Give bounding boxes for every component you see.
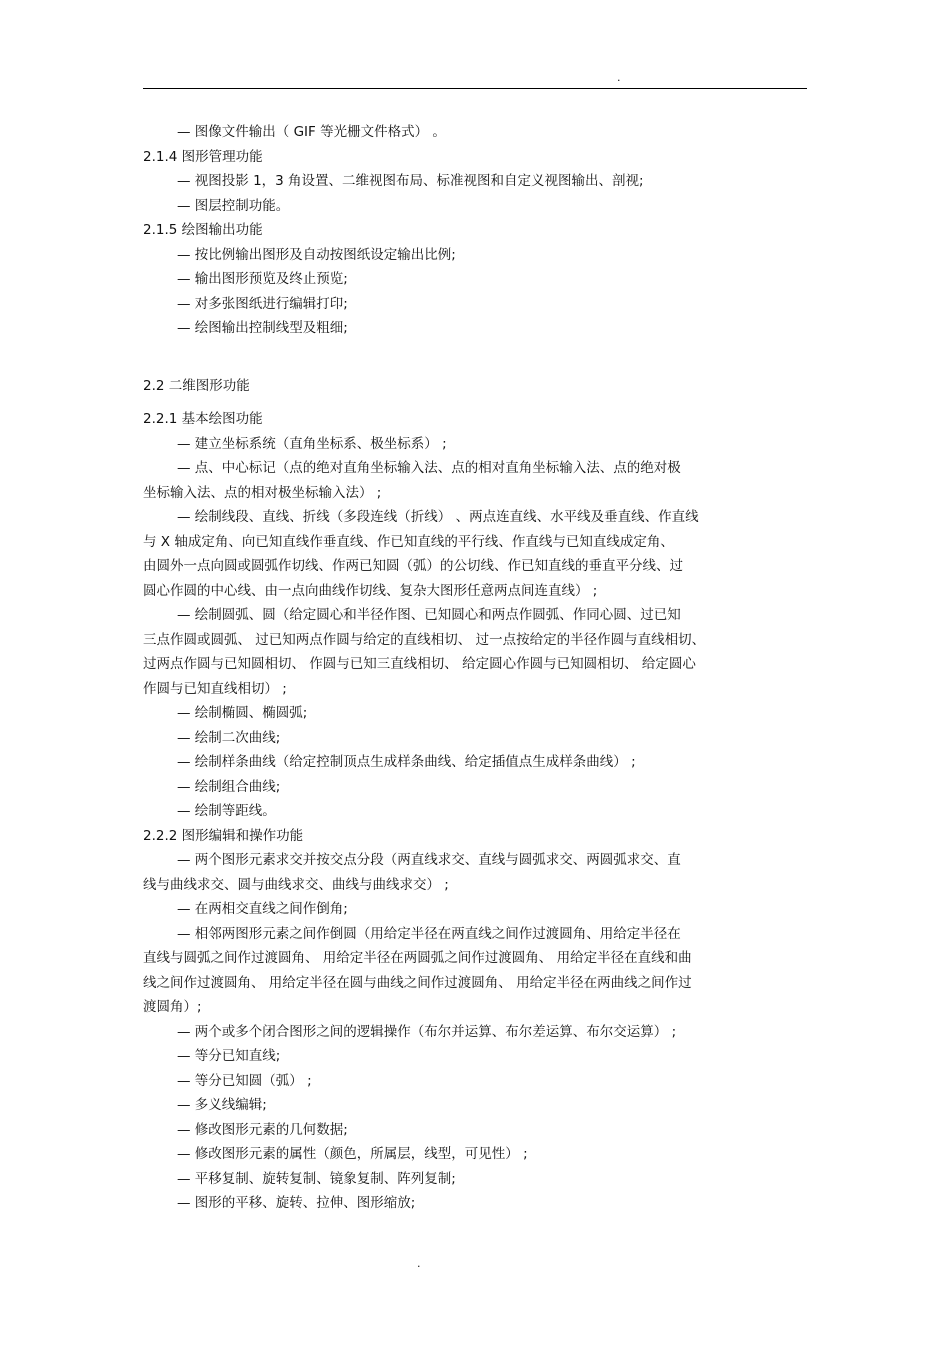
list-item: — 绘制二次曲线;: [177, 729, 281, 746]
list-item-continuation: 坐标输入法、点的相对极坐标输入法） ;: [143, 484, 382, 501]
list-item: — 绘制样条曲线（给定控制顶点生成样条曲线、给定插值点生成样条曲线） ;: [177, 754, 636, 770]
list-item: — 建立坐标系统（直角坐标系、极坐标系） ;: [177, 435, 447, 452]
list-item: — 等分已知直线;: [177, 1048, 281, 1064]
list-item: — 在两相交直线之间作倒角;: [177, 901, 348, 917]
list-item: — 图像文件输出（ GIF 等光栅文件格式） 。: [177, 124, 446, 140]
list-item-continuation: 作圆与已知直线相切） ;: [143, 680, 287, 697]
list-item-continuation: 直线与圆弧之间作过渡圆角、 用给定半径在两圆弧之间作过渡圆角、 用给定半径在直线和曲: [143, 950, 692, 966]
list-item: — 两个图形元素求交并按交点分段（两直线求交、直线与圆弧求交、两圆弧求交、直: [177, 852, 681, 868]
list-item: — 绘制组合曲线;: [177, 778, 281, 795]
section-heading: 2.2.1 基本绘图功能: [143, 411, 263, 427]
list-item: — 输出图形预览及终止预览;: [177, 271, 348, 287]
list-item: — 绘图输出控制线型及粗细;: [177, 320, 348, 336]
footer-mark: .: [417, 1257, 421, 1270]
list-item-continuation: 过两点作圆与已知圆相切、 作圆与已知三直线相切、 给定圆心作圆与已知圆相切、 给定圆心: [143, 656, 696, 672]
list-item: — 绘制圆弧、圆（给定圆心和半径作图、已知圆心和两点作圆弧、作同心圆、过已知: [177, 607, 681, 623]
list-item-continuation: 与 X 轴成定角、向已知直线作垂直线、作已知直线的平行线、作直线与已知直线成定角、: [143, 533, 674, 550]
list-item: — 视图投影 1，3 角设置、二维视图布局、标准视图和自定义视图输出、剖视;: [177, 173, 644, 189]
list-item: — 绘制椭圆、椭圆弧;: [177, 705, 308, 721]
list-item: — 平移复制、旋转复制、镜象复制、阵列复制;: [177, 1170, 456, 1187]
list-item: — 修改图形元素的属性（颜色，所属层，线型，可见性） ;: [177, 1146, 528, 1162]
section-heading: 2.2.2 图形编辑和操作功能: [143, 827, 304, 844]
list-item: — 两个或多个闭合图形之间的逻辑操作（布尔并运算、布尔差运算、布尔交运算） ;: [177, 1023, 677, 1040]
header-mark: .: [617, 71, 621, 84]
list-item-continuation: 圆心作圆的中心线、由一点向曲线作切线、复杂大图形任意两点间连直线） ;: [143, 582, 598, 599]
list-item: — 图层控制功能。: [177, 197, 290, 214]
list-item: — 对多张图纸进行编辑打印;: [177, 295, 348, 312]
list-item: — 多义线编辑;: [177, 1097, 267, 1113]
list-item: — 图形的平移、旋转、拉伸、图形缩放;: [177, 1195, 416, 1211]
list-item-continuation: 线之间作过渡圆角、 用给定半径在圆与曲线之间作过渡圆角、 用给定半径在两曲线之间作过: [143, 974, 692, 991]
list-item: — 相邻两图形元素之间作倒圆（用给定半径在两直线之间作过渡圆角、用给定半径在: [177, 925, 681, 942]
section-heading: 2.1.5 绘图输出功能: [143, 222, 263, 238]
list-item-continuation: 渡圆角）;: [143, 999, 202, 1015]
list-item: — 绘制等距线。: [177, 803, 276, 819]
spacer: [143, 341, 807, 374]
list-item-continuation: 三点作圆或圆弧、 过已知两点作圆与给定的直线相切、 过一点按给定的半径作圆与直线相切、: [143, 631, 706, 648]
list-item: — 修改图形元素的几何数据;: [177, 1121, 348, 1138]
list-item: — 点、中心标记（点的绝对直角坐标输入法、点的相对直角坐标输入法、点的绝对极: [177, 460, 681, 476]
list-item: — 绘制线段、直线、折线（多段连线（折线） 、两点连直线、水平线及垂直线、作直线: [177, 509, 699, 525]
list-item: — 按比例输出图形及自动按图纸设定输出比例;: [177, 246, 456, 263]
list-item-continuation: 由圆外一点向圆或圆弧作切线、作两已知圆（弧）的公切线、作已知直线的垂直平分线、过: [143, 558, 683, 574]
list-item-continuation: 线与曲线求交、圆与曲线求交、曲线与曲线求交） ;: [143, 876, 449, 893]
list-item: — 等分已知圆（弧） ;: [177, 1072, 312, 1089]
section-heading: 2.1.4 图形管理功能: [143, 148, 263, 165]
header-rule: [143, 88, 807, 89]
document-body: [143, 120, 807, 1216]
section-heading: 2.2 二维图形功能: [143, 377, 250, 394]
spacer: [143, 398, 807, 407]
